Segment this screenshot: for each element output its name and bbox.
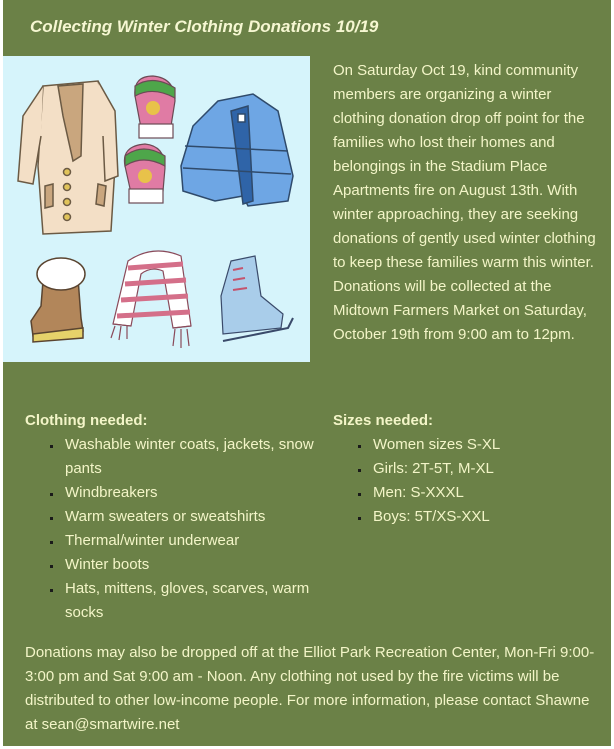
sizes-list — [333, 433, 603, 529]
list-item: Warm sweaters or sweatshirts — [25, 505, 315, 529]
intro-paragraph: On Saturday Oct 19, kind community members are organizing a winter clothing donation drop off point for the families who lost their homes and belongings in the Stadium Place Apartments fire on August 13th. With winter approaching, they are seeking donations of gently used winter clothing to keep these families warm this winter. — [333, 62, 596, 271]
sizes-needed-section — [333, 409, 603, 529]
bullet-icon — [50, 445, 53, 448]
clothing-needed-section — [25, 409, 315, 625]
bullet-icon — [358, 493, 361, 496]
list-item: Windbreakers — [25, 481, 315, 505]
bullet-icon — [50, 565, 53, 568]
list-item: Men: S-XXXL — [333, 481, 603, 505]
mittens-icon — [124, 76, 175, 203]
sizes-heading: Sizes needed: — [333, 412, 434, 429]
collection-details: Donations will be collected at the Midtown Farmers Market on Saturday, October 19th from 9:00 am to 12pm. — [333, 278, 587, 343]
puffer-jacket-icon — [181, 94, 293, 206]
coat-icon — [18, 81, 118, 234]
bullet-icon — [50, 589, 53, 592]
bullet-icon — [50, 541, 53, 544]
bullet-icon — [50, 493, 53, 496]
list-item: Girls: 2T-5T, M-XL — [333, 457, 603, 481]
list-item: Winter boots — [25, 553, 315, 577]
scarf-icon — [111, 251, 191, 348]
footer-text: Donations may also be dropped off at the Elliot Park Recreation Center, Mon-Fri 9:00-3:00 pm and Sat 9:00 am - Noon. Any clothing not used by the fire victims will be distributed to other low-income people. For more information, please contact Shawne at sean@smartwire.net — [25, 644, 595, 733]
bullet-icon — [358, 517, 361, 520]
page-title: Collecting Winter Clothing Donations 10/19 — [30, 17, 379, 36]
bullet-icon — [50, 517, 53, 520]
list-item: Women sizes S-XL — [333, 433, 603, 457]
list-item: Hats, mittens, gloves, scarves, warm socks — [25, 577, 315, 625]
bullet-icon — [358, 445, 361, 448]
ice-skate-icon — [221, 256, 293, 341]
boot-icon — [31, 258, 85, 342]
clothing-list — [25, 433, 315, 625]
list-item: Thermal/winter underwear — [25, 529, 315, 553]
list-item: Boys: 5T/XS-XXL — [333, 505, 603, 529]
winter-clothing-illustration — [3, 56, 310, 362]
bullet-icon — [358, 469, 361, 472]
list-item: Washable winter coats, jackets, snow pants — [25, 433, 315, 481]
intro-text — [333, 59, 603, 347]
flyer-panel — [3, 0, 611, 746]
clothing-heading: Clothing needed: — [25, 412, 148, 429]
